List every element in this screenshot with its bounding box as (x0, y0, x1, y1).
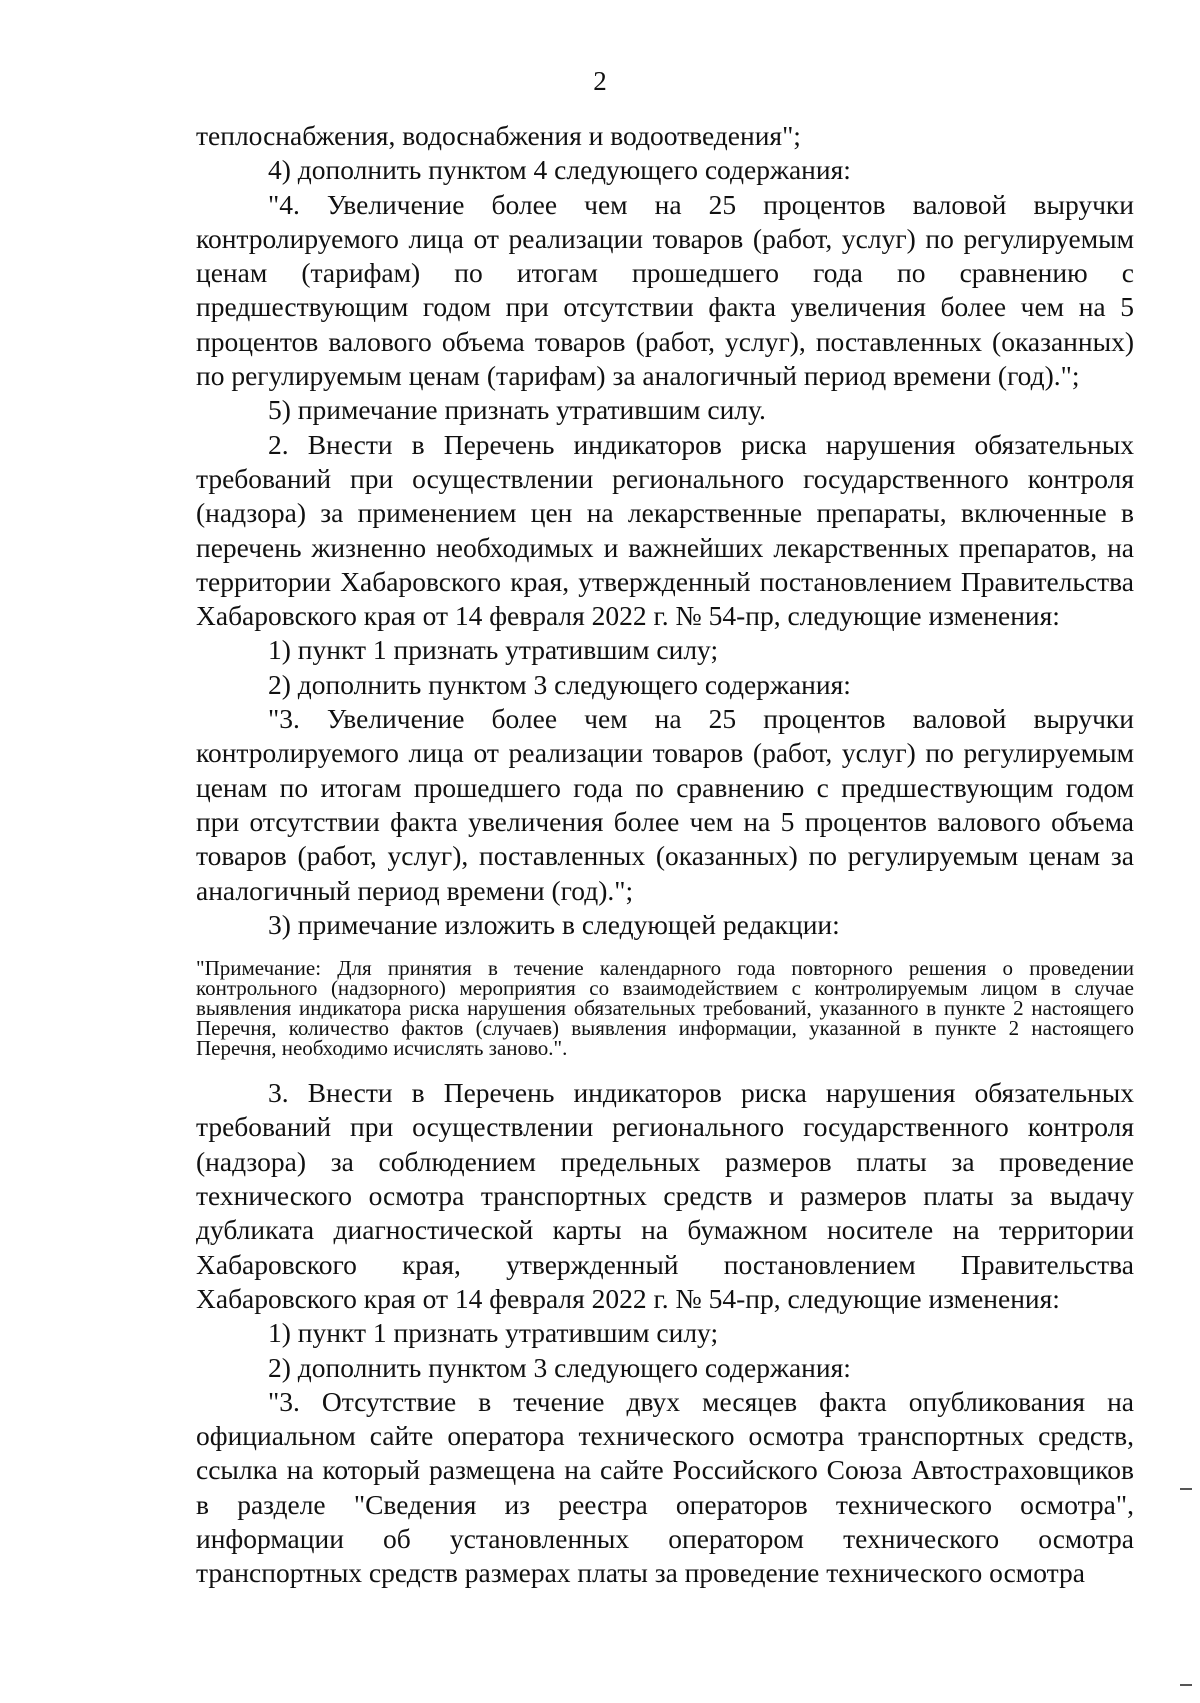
note-paragraph: "Примечание: Для принятия в течение календарного года повторного решения о проведении контрольного (надзорного) мероприятия со взаимодействием с контролируемым лицом в случае выявления индикатора риска нарушения обязательных требований, указанного в пункте 2 настоящего Перечня, количество фактов (случаев) выявления информации, указанной в пункте 2 настоящего Перечня, необходимо исчислять заново.". (196, 956, 1134, 1061)
paragraph-quote-point-4: "4. Увеличение более чем на 25 процентов валовой выручки контролируемого лица от реализации товаров (работ, услуг) по регулируемым ценам (тарифам) по итогам прошедшего года по сравнению с предшествующим годом при отсутствии факта увеличения более чем на 5 процентов валового объема товаров (работ, услуг), поставленных (оказанных) по регулируемым ценам (тарифам) за аналогичный период времени (год)."; (196, 188, 1134, 392)
paragraph-quote-point-3: "3. Увеличение более чем на 25 процентов валовой выручки контролируемого лица от реализации товаров (работ, услуг) по регулируемым ценам по итогам прошедшего года по сравнению с предшествующим годом при отсутствии факта увеличения более чем на 5 процентов валового объема товаров (работ, услуг), поставленных (оказанных) по регулируемым ценам за аналогичный период времени (год)."; (196, 703, 1134, 906)
scan-edge-mark (1180, 1684, 1192, 1686)
paragraph-section-2-item-3: 3) примечание изложить в следующей редакции: (268, 908, 840, 940)
paragraph-quote-section-3-point-3: "3. Отсутствие в течение двух месяцев факта опубликования на официальном сайте оператора технического осмотра транспортных средств, ссылка на который размещена на сайте Российского Союза Автостраховщиков в разделе "Сведения из реестра операторов технического осмотра", информации об установленных оператором технического осмотра транспортных средств размерах платы за проведение технического осмотра (196, 1385, 1134, 1589)
paragraph-section-2-item-2: 2) дополнить пунктом 3 следующего содержания: (268, 668, 851, 700)
document-body (196, 119, 1134, 1591)
paragraph-continuation: теплоснабжения, водоснабжения и водоотведения"; (196, 120, 801, 151)
paragraph-section-3-item-2: 2) дополнить пунктом 3 следующего содержания: (268, 1351, 851, 1383)
paragraph-section-3-item-1: 1) пункт 1 признать утратившим силу; (268, 1317, 719, 1349)
paragraph-section-2: 2. Внести в Перечень индикаторов риска нарушения обязательных требований при осуществлении регионального государственного контроля (надзора) за применением цен на лекарственные препараты, включенные в перечень жизненно необходимых и важнейших лекарственных препаратов, на территории Хабаровского края, утвержденный постановлением Правительства Хабаровского края от 14 февраля 2022 г. № 54-пр, следующие изменения: (196, 428, 1134, 632)
page-number: 2 (593, 66, 607, 96)
paragraph-section-3: 3. Внести в Перечень индикаторов риска нарушения обязательных требований при осуществлении регионального государственного контроля (надзора) за соблюдением предельных размеров платы за проведение технического осмотра транспортных средств и размеров платы за выдачу дубликата диагностической карты на бумажном носителе на территории Хабаровского края, утвержденный постановлением Правительства Хабаровского края от 14 февраля 2022 г. № 54-пр, следующие изменения: (196, 1077, 1134, 1314)
paragraph-item-4: 4) дополнить пунктом 4 следующего содержания: (268, 154, 851, 186)
paragraph-item-5: 5) примечание признать утратившим силу. (268, 394, 766, 426)
paragraph-section-2-item-1: 1) пункт 1 признать утратившим силу; (268, 634, 719, 666)
scan-edge-mark (1180, 1488, 1192, 1490)
